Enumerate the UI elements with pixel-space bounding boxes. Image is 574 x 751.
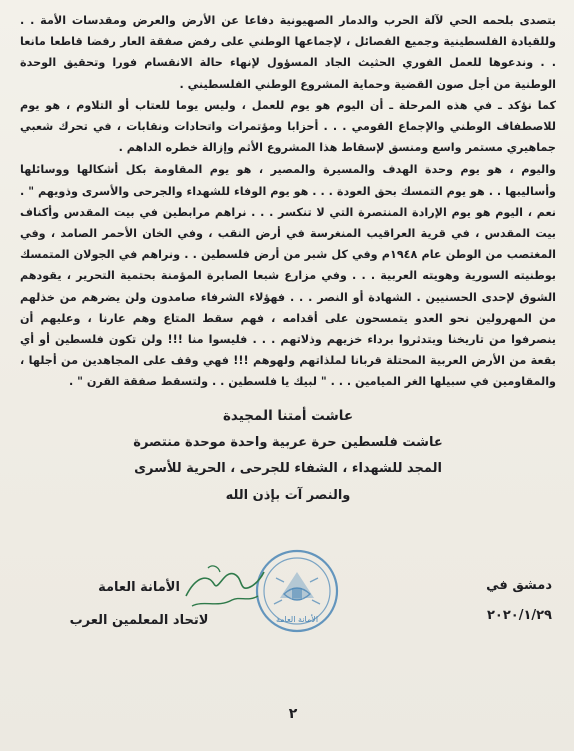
org-name: لاتحاد المعلمين العرب xyxy=(69,613,209,628)
place-date-block xyxy=(486,571,552,631)
letter-body xyxy=(20,10,556,393)
paragraph-1: بتصدى بلحمه الحي لآلة الحرب والدمار الصهيونية دفاعا عن الأرض والعرض ومقدسات الأمة . . وللقيادة الفلسطينية وجميع الفصائل ، لإجماعها الوطني على رفض صفقة العار رفضا قاطعا مانعا . . وندعوها للعمل الفوري الحثيث الجاد المسؤول لإنهاء حالة الانقسام فورا وتحقيق الوحدة الوطنية من أجل صون القضية وحماية المشروع الوطني الفلسطيني . xyxy=(20,14,556,91)
closing-line-1: عاشت أمتنا المجيدة xyxy=(222,408,354,424)
closing-line-2: عاشت فلسطين حرة عربية واحدة موحدة منتصرة xyxy=(133,434,443,450)
place-label: دمشق في xyxy=(486,578,552,593)
paragraph-2: كما نؤكد ـ في هذه المرحلة ـ أن اليوم هو يوم للعمل ، وليس يوما للعتاب أو التلاوم ، هو يوم للاصطفاف الوطني والإجماع القومي . . . أحزابا ومؤتمرات واتحادات ونقابات ، في تحرك شعبي جماهيري مستمر واسع ومنسق لإسقاط هذا المشروع الأثم وإزالة خطره الداهم . xyxy=(20,98,556,155)
closing-slogans xyxy=(60,403,516,509)
org-title: الأمانة العامة xyxy=(98,580,180,595)
stamp-text: الأمانة العامة xyxy=(275,615,319,624)
paragraph-3: واليوم ، هو يوم وحدة الهدف والمسيرة والمصير ، هو يوم المقاومة بكل أشكالها ووسائلها وأساليبها . . هو يوم التمسك بحق العودة . . . هو يوم الوفاء للشهداء والجرحى والأسرى وذويهم " . نعم ، اليوم هو يوم الإرادة المنتصرة التي لا تنكسر . . . نراهم مرابطين في بيت المقدس وأكناف بيت المقدس ، في قرية العراقيب المنغرسة في أرض النقب ، وفي الخان الأحمر الصامد ، وفي المغتصب من الوطن عام ١٩٤٨م وفي كل شبر من أرض فلسطين . . ونراهم في الجولان المتمسك بوطنيته السورية وهويته العربية . . . وفي مزارع شبعا الصابرة المؤمنة بحتمية التحرير ، يقودهم الشوق لإحدى الحسنيين . الشهادة أو النصر . . . فهؤلاء الشرفاء صامدون ولن يضرهم من خذلهم من المهرولين نحو العدو يتمسحون على أقدامه ، فهم سقط المتاع وهم عارنا ، وعليهم أن ينصرفوا من تاريخنا ويتدثروا برداء خزيهم وذلاتهم . . . فليسوا منا !!! ولن تكون فلسطين أو أي بقعة من الأرض العربية المحتلة قربانا لملذاتهم ولهوهم !!! فهي وقف على المجاهدين من أجلها ، والمقاومين في سبيلها الغر الميامين . . . " لبيك يا فلسطين . . ولتسقط صفقة القرن " . xyxy=(20,163,557,389)
document-date: ٢٠٢٠/١/٢٩ xyxy=(486,608,552,623)
closing-line-4: والنصر آت بإذن الله xyxy=(225,487,351,503)
page-number: ٢ xyxy=(288,706,298,722)
closing-line-3: المجد للشهداء ، الشفاء للجرحى ، الحرية للأسرى xyxy=(134,461,442,476)
organization-block xyxy=(44,571,234,637)
